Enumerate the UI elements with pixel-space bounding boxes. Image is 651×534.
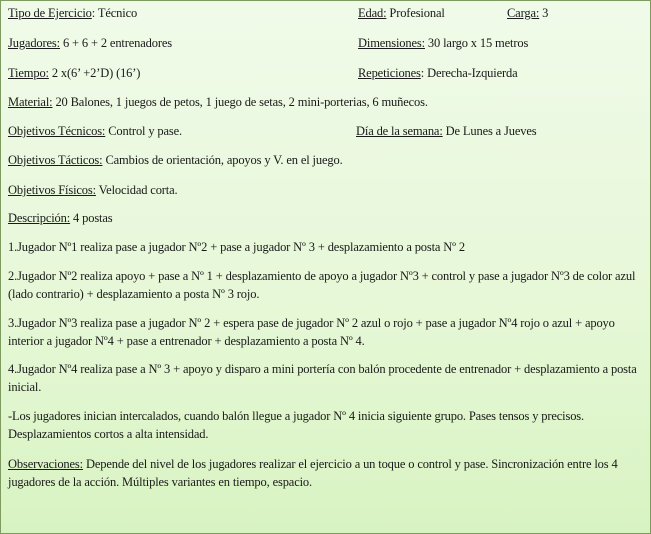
repeticiones-value: : Derecha-Izquierda [420,66,518,80]
dia-semana-value: De Lunes a Jueves [442,124,537,138]
repeticiones-label: Repeticiones [358,66,421,80]
edad-field [358,6,445,21]
objetivos-fisicos-label: Objetivos Físicos: [8,183,96,197]
material-row [8,95,428,110]
objetivos-fisicos-row [8,183,178,198]
repeticiones-field [358,66,518,81]
descripcion-value: 4 postas [70,211,113,225]
objetivos-tecnicos-label: Objetivos Técnicos: [8,124,106,138]
tiempo-row [8,66,140,81]
dimensiones-label: Dimensiones: [358,36,425,50]
observaciones-value: Depende del nivel de los jugadores realizar el ejercicio a un toque o control y pase. Sincronización entre los 4 jugadores de la acción. Múltiples variantes en tiempo, espacio. [8,457,618,489]
paso-4: 4.Jugador Nº4 realiza pase a Nº 3 + apoyo y disparo a mini portería con balón procedente de entrenador + desplazamiento a posta inicial. [8,362,637,394]
descripcion-row [8,211,112,226]
paso-nota: -Los jugadores inician intercalados, cuando balón llegue a jugador Nº 4 inicia siguiente grupo. Pases tensos y precisos. Desplazamientos cortos a alta intensidad. [8,409,585,441]
carga-value: 3 [539,6,549,20]
dia-semana-label: Día de la semana: [356,124,443,138]
material-label: Material: [8,95,53,109]
tipo-row [8,6,137,21]
objetivos-tacticos-label: Objetivos Tácticos: [8,153,103,167]
edad-label: Edad: [358,6,387,20]
objetivos-fisicos-value: Velocidad corta. [95,183,178,197]
paso-3: 3.Jugador Nº3 realiza pase a jugador Nº 2 + espera pase de jugador Nº 2 azul o rojo + pase a jugador Nº4 rojo o azul + apoyo interior a jugador Nº4 + pase a entrenador + desplazamiento a posta Nº 4. [8,316,615,348]
dimensiones-field [358,36,528,51]
jugadores-label: Jugadores: [8,36,60,50]
dia-semana-field [356,124,536,139]
tipo-label: Tipo de Ejercicio [8,6,92,20]
jugadores-row [8,36,172,51]
objetivos-tecnicos-row [8,124,182,139]
tiempo-value: 2 x(6’ +2’D) (16’) [48,66,141,80]
paso-2: 2.Jugador Nº2 realiza apoyo + pase a Nº 1 + desplazamiento de apoyo a jugador Nº3 + control y pase a jugador Nº3 de color azul (lado contrario) + desplazamiento a posta Nº 3 rojo. [8,269,636,301]
objetivos-tecnicos-value: Control y pase. [105,124,183,138]
observaciones-block [8,456,644,491]
objetivos-tacticos-value: Cambios de orientación, apoyos y V. en el juego. [102,153,343,167]
tiempo-label: Tiempo: [8,66,49,80]
observaciones-label: Observaciones: [8,457,83,471]
tipo-value: Técnico [95,6,138,20]
dimensiones-value: 30 largo x 15 metros [424,36,529,50]
edad-value: Profesional [386,6,445,20]
carga-field [507,6,548,21]
jugadores-value: 6 + 6 + 2 entrenadores [59,36,172,50]
material-value: 20 Balones, 1 juegos de petos, 1 juego de setas, 2 mini-porterias, 6 muñecos. [52,95,428,109]
carga-label: Carga: [507,6,540,20]
objetivos-tacticos-row [8,153,343,168]
descripcion-label: Descripción: [8,211,71,225]
tipo-sep: : [91,6,96,20]
paso-1: 1.Jugador Nº1 realiza pase a jugador Nº2 + pase a jugador Nº 3 + desplazamiento a posta Nº 2 [8,240,465,254]
